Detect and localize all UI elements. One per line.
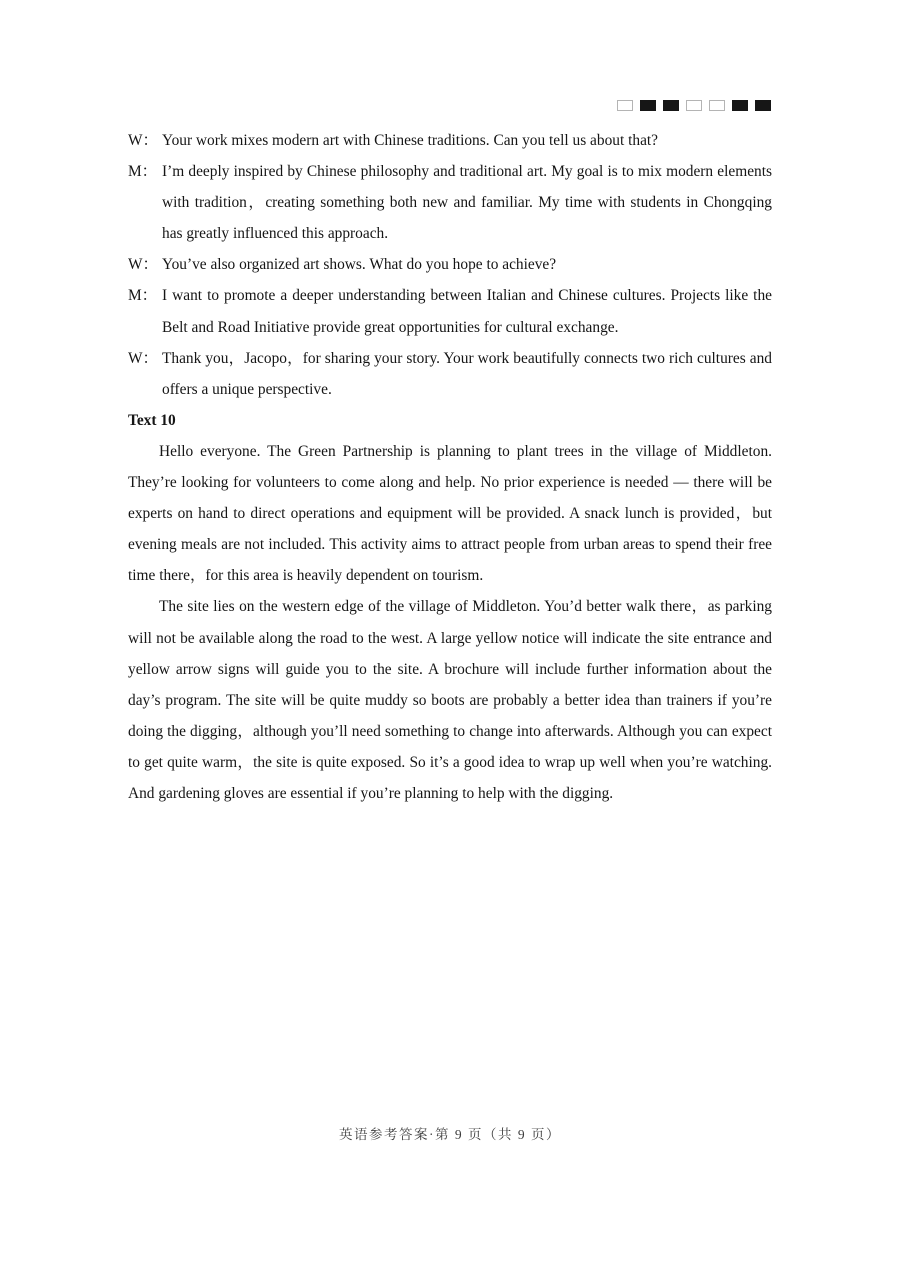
registration-mark-filled bbox=[732, 100, 748, 111]
speaker-label: W： bbox=[128, 349, 158, 367]
dialogue-text: Thank you，Jacopo，for sharing your story. Your work beautifully connects two rich cultures and offers a unique perspective. bbox=[162, 349, 772, 398]
dialogue-entry bbox=[128, 125, 772, 156]
dialogue-entry bbox=[128, 343, 772, 405]
dialogue-text: I’m deeply inspired by Chinese philosophy and traditional art. My goal is to mix modern elements with tradition，creating something both new and familiar. My time with students in Chongqing has greatly influenced this approach. bbox=[162, 163, 772, 243]
registration-mark-outline bbox=[617, 100, 633, 111]
registration-mark-filled bbox=[755, 100, 771, 111]
speaker-label: M： bbox=[128, 287, 158, 305]
dialogue-text: Your work mixes modern art with Chinese traditions. Can you tell us about that? bbox=[162, 132, 659, 149]
dialogue-list bbox=[128, 125, 772, 405]
dialogue-text: You’ve also organized art shows. What do you hope to achieve? bbox=[162, 256, 557, 274]
page-footer bbox=[0, 1124, 900, 1146]
dialogue-entry bbox=[128, 156, 772, 249]
registration-mark-filled bbox=[663, 100, 679, 111]
footer-text: 英语参考答案·第 9 页（共 9 页） bbox=[339, 1127, 561, 1142]
dialogue-text: I want to promote a deeper understanding between Italian and Chinese cultures. Projects like the Belt and Road Initiative provide great opportunities for cultural exchange. bbox=[162, 287, 772, 336]
dialogue-entry bbox=[128, 280, 772, 342]
text10-paragraph: Hello everyone. The Green Partnership is planning to plant trees in the village of Middleton. They’re looking for volunteers to come along and help. No prior experience is needed — there will be experts on hand to direct operations and equipment will be provided. A snack lunch is provided，but evening meals are not included. This activity aims to attract people from urban areas to spend their free time there，for this area is heavily dependent on tourism. bbox=[128, 442, 772, 585]
speaker-label: M： bbox=[128, 163, 158, 181]
text10-paragraphs bbox=[128, 436, 772, 809]
registration-mark-outline bbox=[686, 100, 702, 111]
text10-heading: Text 10 bbox=[128, 411, 176, 429]
print-registration-marks bbox=[617, 100, 771, 111]
registration-mark-outline bbox=[709, 100, 725, 111]
speaker-label: W： bbox=[128, 132, 158, 149]
speaker-label: W： bbox=[128, 256, 158, 274]
transcript-content bbox=[128, 125, 772, 809]
text10-paragraph: The site lies on the western edge of the village of Middleton. You’d better walk there，as parking will not be available along the road to the west. A large yellow notice will indicate the site entrance and yellow arrow signs will guide you to the site. A brochure will include further information about the day’s program. The site will be quite muddy so boots are probably a better idea than trainers if you’re doing the digging，although you’ll need something to change into afterwards. Although you can expect to get quite warm，the site is quite exposed. So it’s a good idea to wrap up well when you’re watching. And gardening gloves are essential if you’re planning to help with the digging. bbox=[128, 598, 772, 802]
registration-mark-filled bbox=[640, 100, 656, 111]
dialogue-entry bbox=[128, 249, 772, 280]
